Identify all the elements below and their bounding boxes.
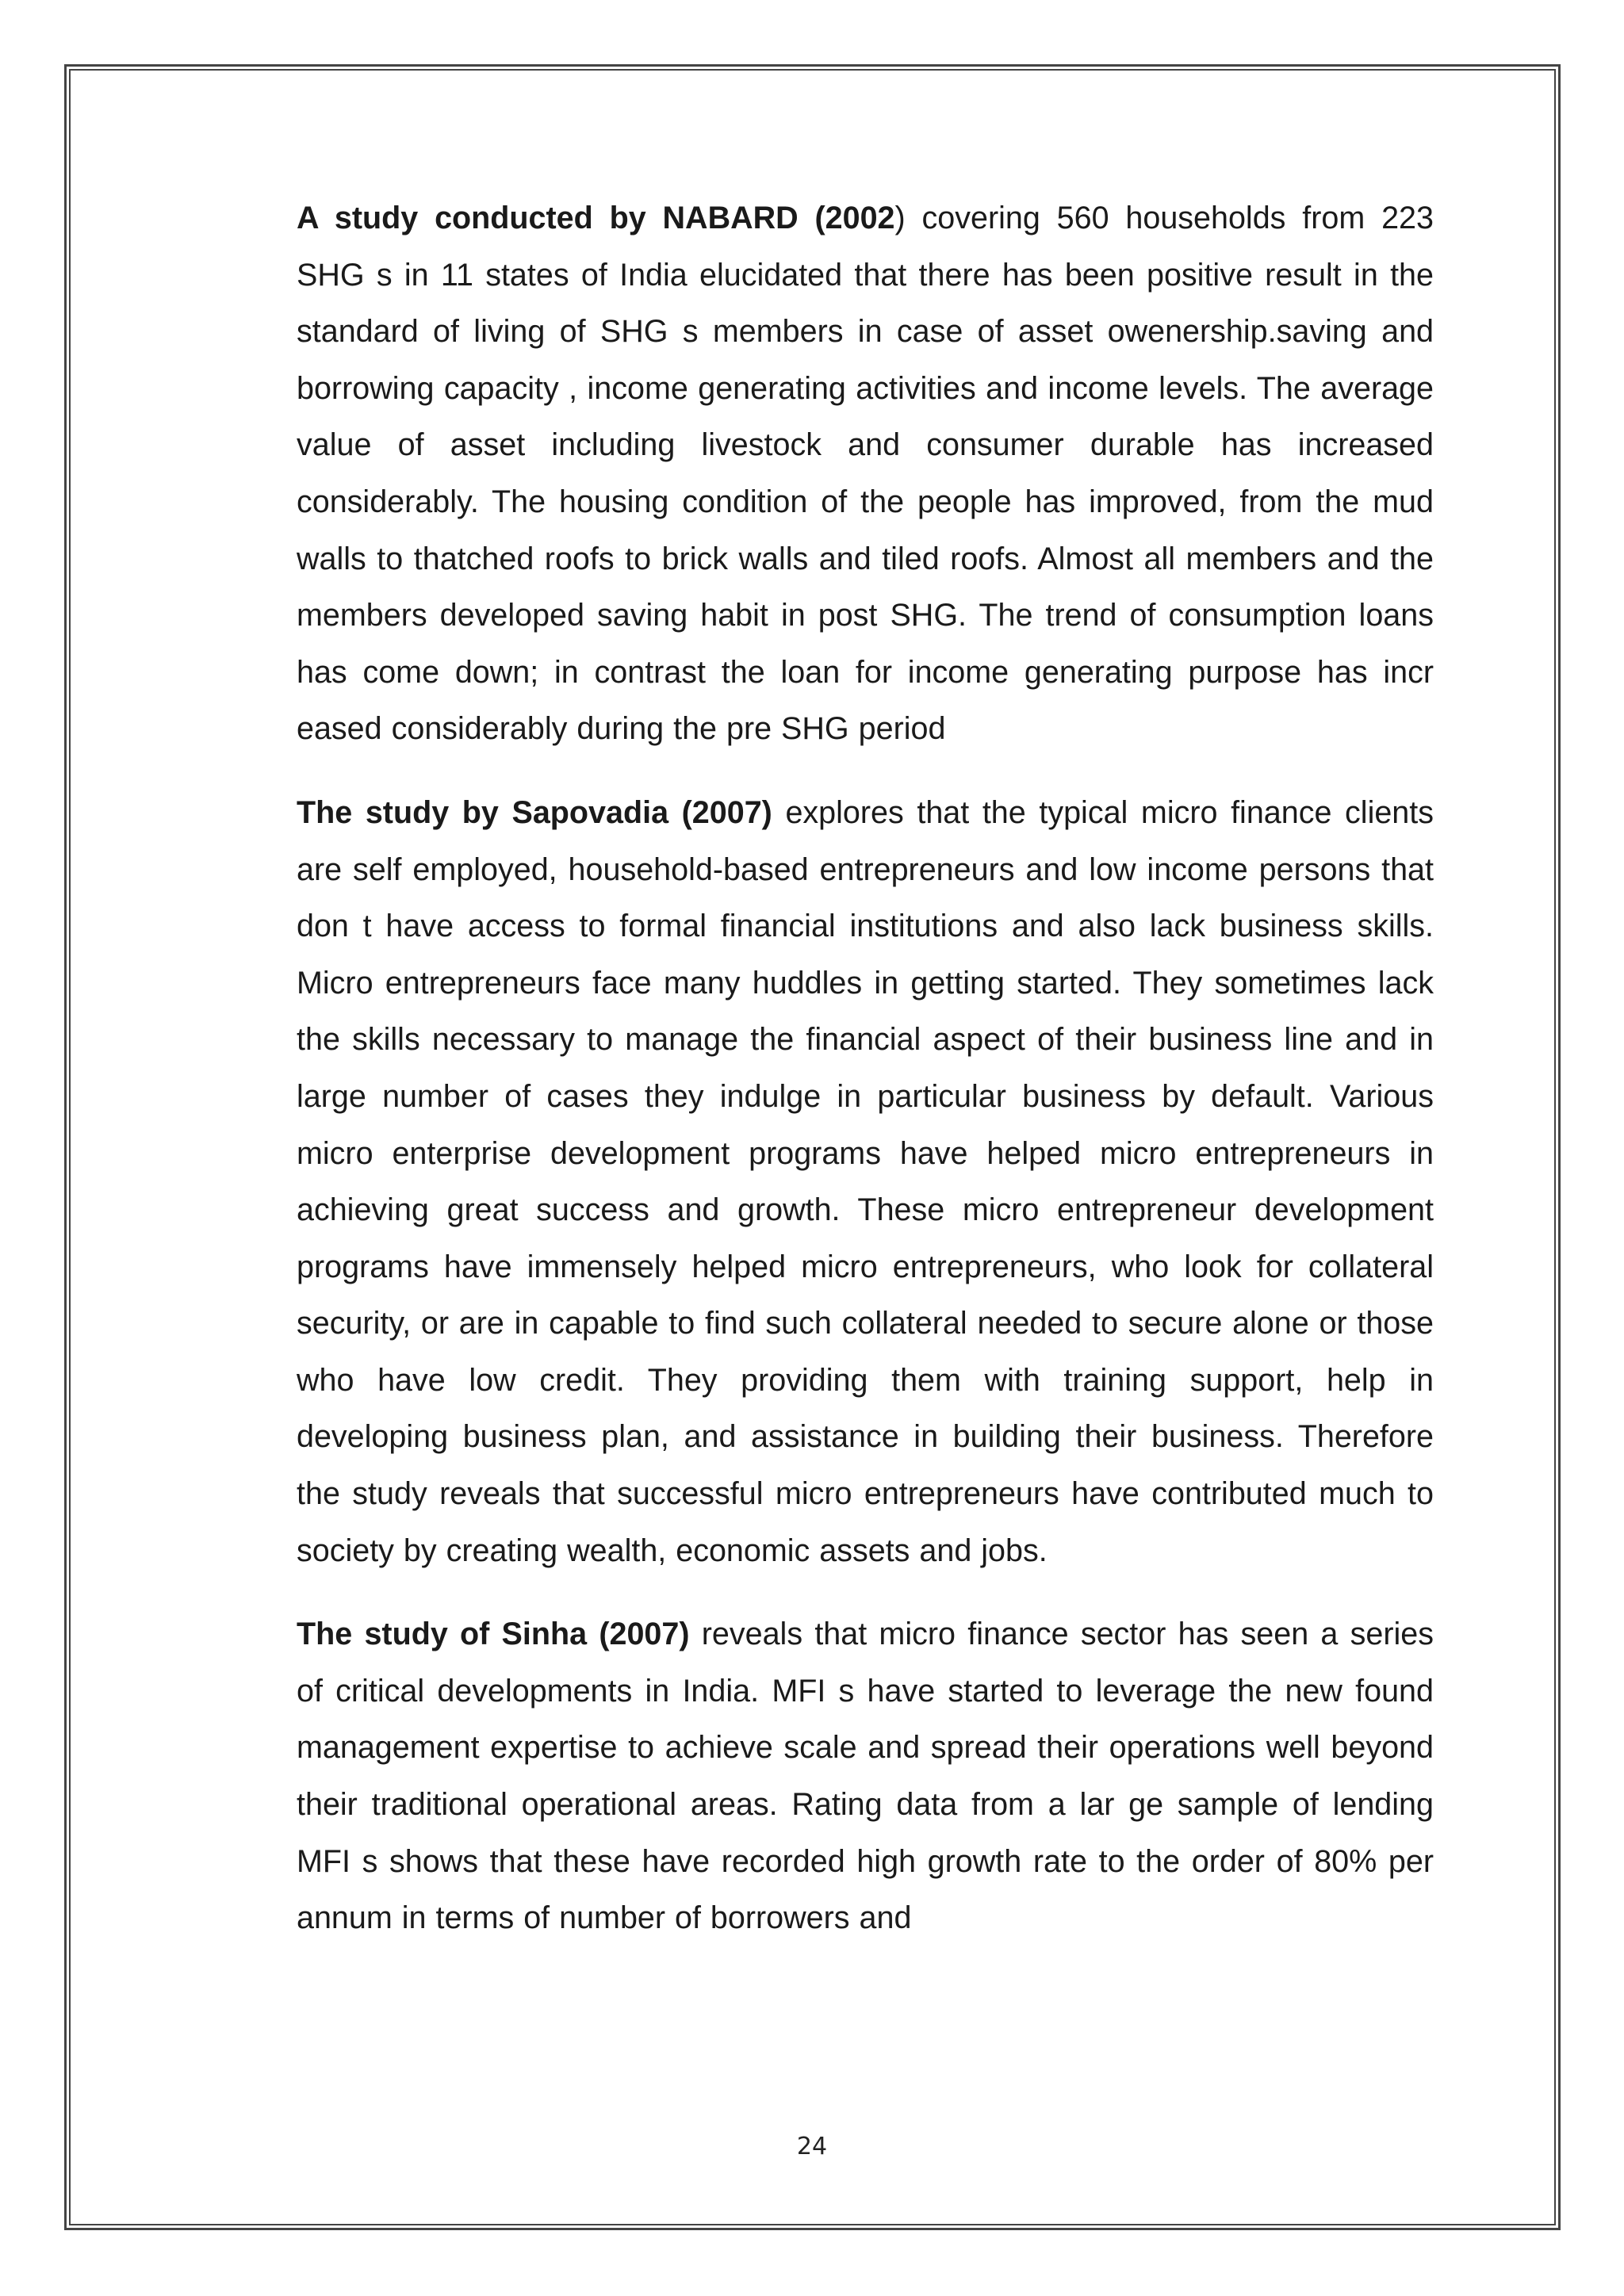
paragraph-lead: The study of Sinha (2007) [297, 1617, 690, 1652]
paragraph-text: reveals that micro finance sector has seen a series of critical developments in India. MFI s have started to leverage the new found management expertise to achieve scale and spread their operations well beyond their traditional operational areas. Rating data from a lar ge sample of lending MFI s shows that these have recorded high growth rate to the order of 80% per annum in terms of number of borrowers and [297, 1617, 1434, 1936]
paragraph-lead: A study conducted by NABARD (2002 [297, 201, 895, 235]
paragraph-sapovadia-study [297, 785, 1434, 1579]
paragraph-sinha-study [297, 1606, 1434, 1947]
paragraph-nabard-study [297, 190, 1434, 758]
paragraph-lead: The study by Sapovadia (2007) [297, 794, 772, 830]
document-body [297, 190, 1434, 1974]
paragraph-text: explores that the typical micro finance clients are self employed, household-based entrepreneurs and low income persons that don t have access to formal financial institutions and also lack business skills. Micro entrepreneurs face many huddles in getting started. They sometimes lack the skills necessary to manage the financial aspect of their business line and in large number of cases they indulge in particular business by default. Various micro enterprise development programs have helped micro entrepreneurs in achieving great success and growth. These micro entrepreneur development programs have immensely helped micro entrepreneurs, who look for collateral security, or are in capable to find such collateral needed to secure alone or those who have low credit. They providing them with training support, help in developing business plan, and assistance in building their business. Therefore the study reveals that successful micro entrepreneurs have contributed much to society by creating wealth, economic assets and jobs. [297, 794, 1434, 1568]
paragraph-text: ) covering 560 households from 223 SHG s in 11 states of India elucidated that there has been positive result in the standard of living of SHG s members in case of asset owenership.saving and borrowing capacity , income generating activities and income levels. The average value of asset including livestock and consumer durable has increased considerably. The housing condition of the people has improved, from the mud walls to thatched roofs to brick walls and tiled roofs. Almost all members and the members developed saving habit in post SHG. The trend of consumption loans has come down; in contrast the loan for income generating purpose has incr eased considerably during the pre SHG period [297, 201, 1434, 747]
page-number: 24 [796, 2133, 828, 2160]
